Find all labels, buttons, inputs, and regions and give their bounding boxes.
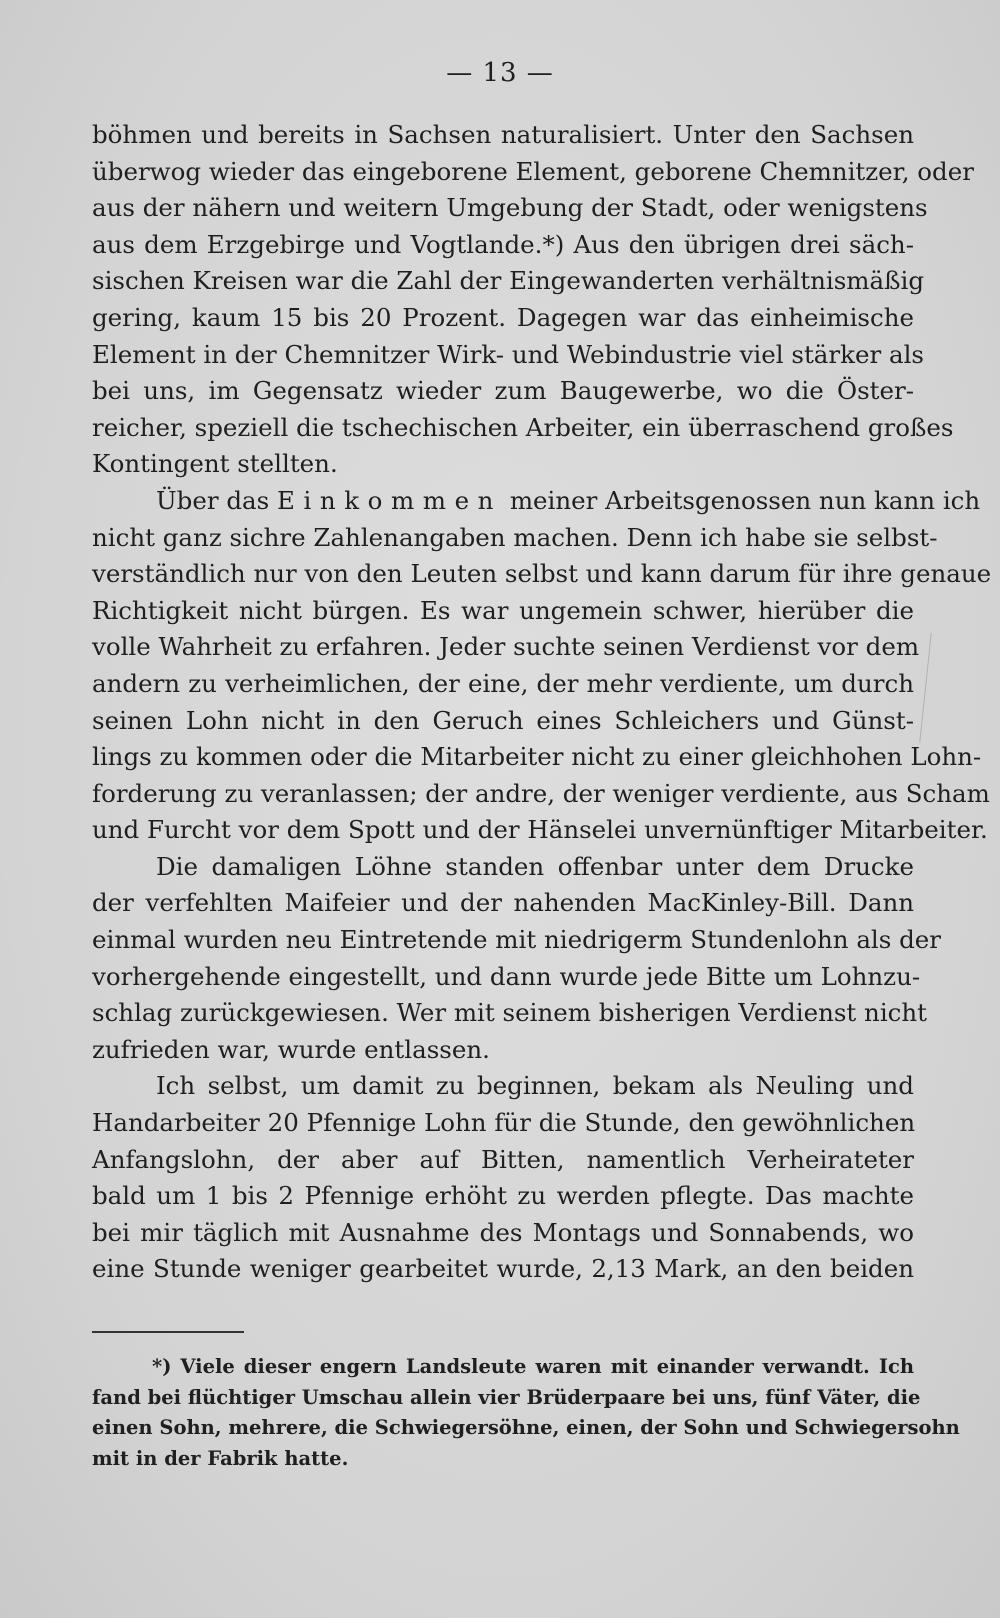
text-line: gering, kaum 15 bis 20 Prozent. Dagegen war das einheimische [92, 302, 914, 332]
footnote-line: *) Viele dieser engern Landsleute waren mit einander verwandt. Ich [152, 1355, 914, 1378]
text-line: Richtigkeit nicht bürgen. Es war ungemein schwer, hierüber die [92, 595, 914, 625]
text-line: verständlich nur von den Leuten selbst und kann darum für ihre genaue [92, 559, 992, 589]
text-line: reicher, speziell die tschechischen Arbeiter, ein überraschend großes [92, 412, 954, 442]
text-line: lings zu kommen oder die Mitarbeiter nicht zu einer gleichhohen Lohn- [92, 742, 982, 772]
text-line: Anfangslohn, der aber auf Bitten, namentlich Verheirateter [92, 1144, 914, 1174]
text-line: Kontingent stellten. [92, 449, 338, 479]
text-line: der verfehlten Maifeier und der nahenden MacKinley-Bill. Dann [92, 888, 914, 918]
text-line: einmal wurden neu Eintretende mit niedrigerm Stundenlohn als der [92, 925, 942, 955]
paragraph-start-line: Ich selbst, um damit zu beginnen, bekam als Neuling und [156, 1071, 914, 1101]
text-line: zufrieden war, wurde entlassen. [92, 1034, 490, 1064]
text-line: aus der nähern und weitern Umgebung der Stadt, oder wenigstens [92, 193, 928, 223]
footnote-line: einen Sohn, mehrere, die Schwiegersöhne, einen, der Sohn und Schwiegersohn [92, 1416, 960, 1439]
text-line: aus dem Erzgebirge und Vogtlande.*) Aus den übrigen drei säch- [92, 229, 914, 259]
paragraph-start-rest: meiner Arbeitsgenossen nun kann ich [509, 485, 981, 515]
text-line: forderung zu veranlassen; der andre, der weniger verdiente, aus Scham [92, 778, 990, 808]
emphasized-word: Einkommen [277, 485, 503, 515]
footnote-divider [92, 1331, 244, 1333]
footnote-line: mit in der Fabrik hatte. [92, 1446, 349, 1470]
text-line: andern zu verheimlichen, der eine, der mehr verdiente, um durch [92, 668, 914, 698]
footnote-line: fand bei flüchtiger Umschau allein vier Brüderpaare bei uns, fünf Väter, die [92, 1385, 921, 1409]
text-line: bei mir täglich mit Ausnahme des Montags und Sonnabends, wo [92, 1217, 914, 1247]
text-line: eine Stunde weniger gearbeitet wurde, 2,13 Mark, an den beiden [92, 1254, 914, 1284]
text-line: schlag zurückgewiesen. Wer mit seinem bisherigen Verdienst nicht [92, 998, 928, 1028]
page-number: — 13 — [446, 58, 554, 88]
text-line: Element in der Chemnitzer Wirk- und Webindustrie viel stärker als [92, 339, 924, 369]
paragraph-start-line: Die damaligen Löhne standen offenbar unter dem Drucke [156, 851, 914, 881]
main-text [92, 117, 992, 1288]
paragraph-start-line [92, 483, 981, 520]
text-line: volle Wahrheit zu erfahren. Jeder suchte seinen Verdienst vor dem [92, 632, 920, 662]
margin-pencil-mark [919, 633, 933, 743]
text-line: sischen Kreisen war die Zahl der Eingewanderten verhältnismäßig [92, 266, 925, 296]
text-line: Handarbeiter 20 Pfennige Lohn für die Stunde, den gewöhnlichen [92, 1108, 916, 1138]
text-line: bei uns, im Gegensatz wieder zum Baugewerbe, wo die Öster- [92, 376, 914, 406]
text-line: überwog wieder das eingeborene Element, geborene Chemnitzer, oder [92, 156, 974, 186]
paragraph-start-text: Über das [156, 485, 270, 515]
text-line: seinen Lohn nicht in den Geruch eines Schleichers und Günst- [92, 705, 914, 735]
text-line: und Furcht vor dem Spott und der Hänselei unvernünftiger Mitarbeiter. [92, 815, 988, 845]
footnote [92, 1352, 960, 1474]
text-line: böhmen und bereits in Sachsen naturalisiert. Unter den Sachsen [92, 120, 914, 149]
text-line: nicht ganz sichre Zahlenangaben machen. Denn ich habe sie selbst- [92, 522, 938, 552]
text-line: bald um 1 bis 2 Pfennige erhöht zu werden pflegte. Das machte [92, 1181, 914, 1211]
text-line: vorhergehende eingestellt, und dann wurde jede Bitte um Lohnzu- [92, 961, 921, 991]
